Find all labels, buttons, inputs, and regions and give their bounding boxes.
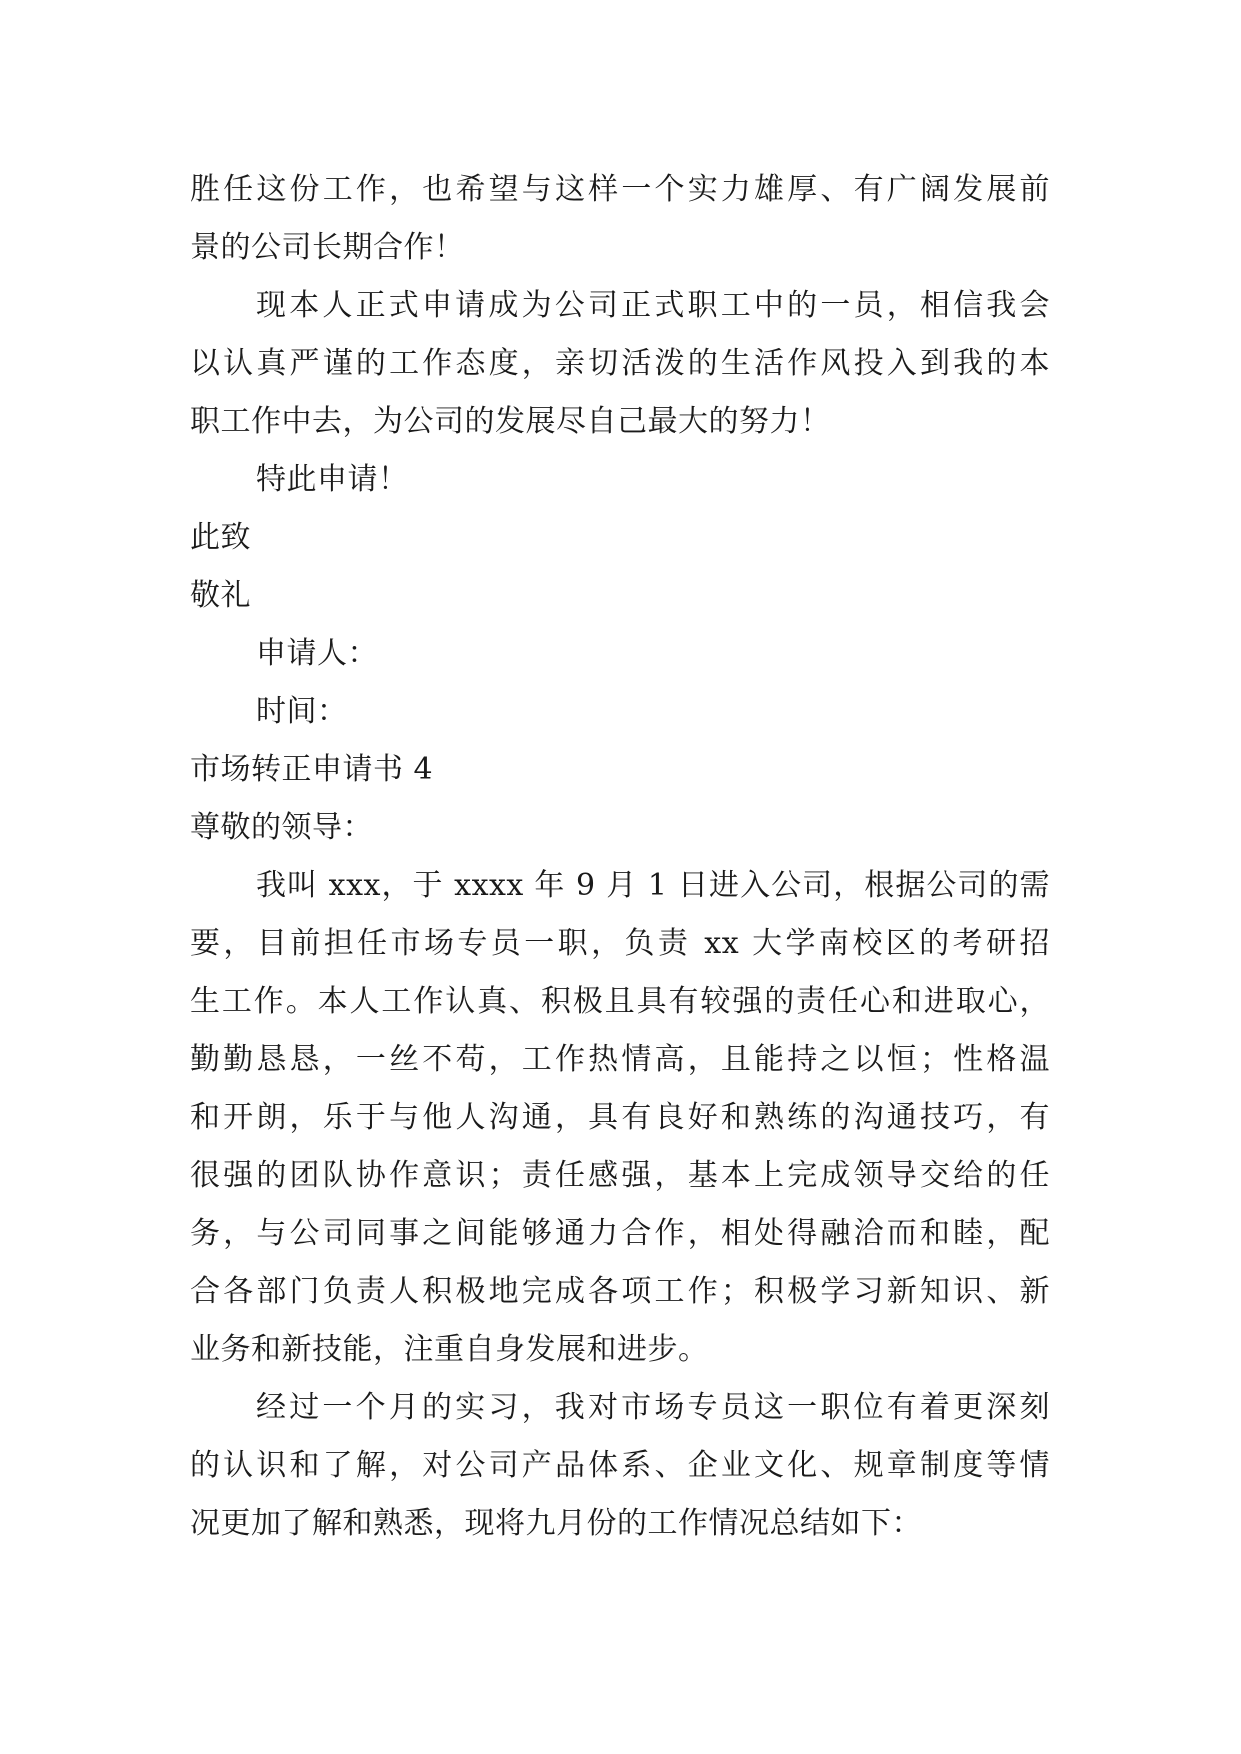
- paragraph-line: 况更加了解和熟悉，现将九月份的工作情况总结如下：: [190, 1506, 922, 1541]
- paragraph-line: 业务和新技能，注重自身发展和进步。: [190, 1332, 709, 1367]
- paragraph-line: 的认识和了解，对公司产品体系、企业文化、规章制度等情: [190, 1448, 1050, 1483]
- date-label: 时间：: [256, 694, 348, 729]
- paragraph-line: 景的公司长期合作！: [190, 230, 465, 265]
- paragraph-line: 我叫 xxx，于 xxxx 年 9 月 1 日进入公司，根据公司的需: [256, 868, 1050, 903]
- salutation-closing: 此致: [190, 520, 251, 555]
- paragraph-line: 胜任这份工作，也希望与这样一个实力雄厚、有广阔发展前: [190, 172, 1050, 207]
- paragraph-line: 勤勤恳恳，一丝不苟，工作热情高，且能持之以恒；性格温: [190, 1042, 1050, 1077]
- paragraph-line: 和开朗，乐于与他人沟通，具有良好和熟练的沟通技巧，有: [190, 1100, 1050, 1135]
- paragraph-line: 生工作。本人工作认真、积极且具有较强的责任心和进取心，: [190, 984, 1050, 1019]
- paragraph-line: 要，目前担任市场专员一职，负责 xx 大学南校区的考研招: [190, 926, 1050, 961]
- salutation-regards: 敬礼: [190, 578, 251, 613]
- applicant-label: 申请人：: [256, 636, 378, 671]
- paragraph-line: 经过一个月的实习，我对市场专员这一职位有着更深刻: [256, 1390, 1050, 1425]
- letter-greeting: 尊敬的领导：: [190, 810, 373, 845]
- section-title: 市场转正申请书 4: [190, 752, 434, 787]
- paragraph-line: 很强的团队协作意识；责任感强，基本上完成领导交给的任: [190, 1158, 1050, 1193]
- closing-statement: 特此申请！: [256, 462, 409, 497]
- paragraph-line: 职工作中去，为公司的发展尽自己最大的努力！: [190, 404, 831, 439]
- paragraph-line: 务，与公司同事之间能够通力合作，相处得融洽而和睦，配: [190, 1216, 1050, 1251]
- paragraph-line: 合各部门负责人积极地完成各项工作；积极学习新知识、新: [190, 1274, 1050, 1309]
- paragraph-line: 现本人正式申请成为公司正式职工中的一员，相信我会: [256, 288, 1050, 323]
- paragraph-line: 以认真严谨的工作态度，亲切活泼的生活作风投入到我的本: [190, 346, 1050, 381]
